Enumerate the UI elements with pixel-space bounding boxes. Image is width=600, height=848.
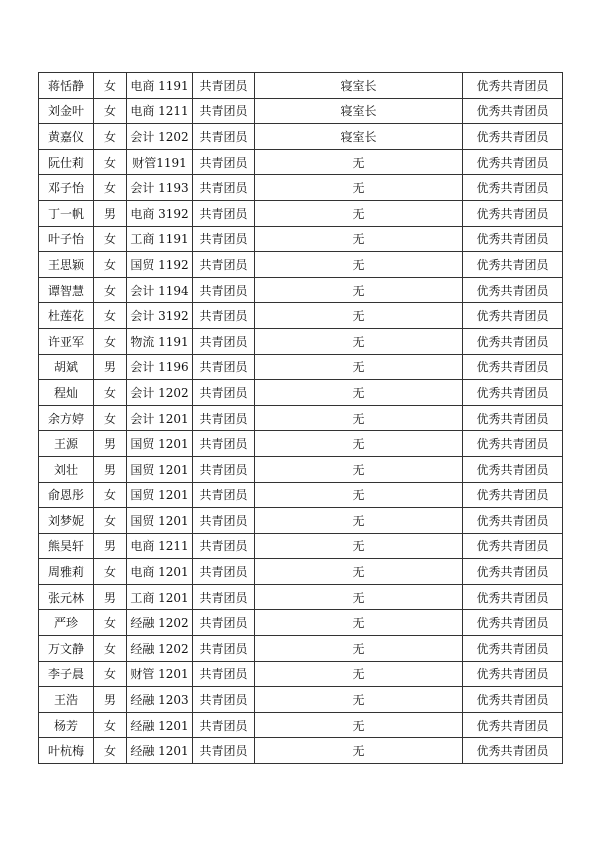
honor-title-cell: 优秀共青团员 (463, 226, 563, 252)
political-status-cell: 共青团员 (193, 200, 255, 226)
class-cell: 国贸 1192 (127, 252, 193, 278)
table-row (39, 456, 563, 482)
honor-title-cell: 优秀共青团员 (463, 584, 563, 610)
position-cell: 无 (255, 200, 463, 226)
class-cell: 国贸 1201 (127, 508, 193, 534)
gender-cell: 女 (94, 559, 127, 585)
honor-title-cell: 优秀共青团员 (463, 533, 563, 559)
table-row (39, 712, 563, 738)
gender-cell: 女 (94, 124, 127, 150)
political-status-cell: 共青团员 (193, 405, 255, 431)
student-name-cell: 俞恩彤 (39, 482, 94, 508)
table-row (39, 175, 563, 201)
table-row (39, 149, 563, 175)
honor-title-cell: 优秀共青团员 (463, 508, 563, 534)
political-status-cell: 共青团员 (193, 687, 255, 713)
gender-cell: 女 (94, 328, 127, 354)
class-cell: 物流 1191 (127, 328, 193, 354)
honor-title-cell: 优秀共青团员 (463, 175, 563, 201)
student-name-cell: 张元林 (39, 584, 94, 610)
table-row (39, 661, 563, 687)
position-cell: 无 (255, 226, 463, 252)
class-cell: 会计 1194 (127, 277, 193, 303)
position-cell: 寝室长 (255, 73, 463, 99)
table-row (39, 73, 563, 99)
student-name-cell: 杨芳 (39, 712, 94, 738)
table-row (39, 636, 563, 662)
gender-cell: 女 (94, 226, 127, 252)
position-cell: 无 (255, 303, 463, 329)
political-status-cell: 共青团员 (193, 98, 255, 124)
political-status-cell: 共青团员 (193, 124, 255, 150)
gender-cell: 男 (94, 431, 127, 457)
table-row (39, 738, 563, 764)
student-name-cell: 谭智慧 (39, 277, 94, 303)
honor-roster-table (38, 72, 563, 764)
table-row (39, 303, 563, 329)
political-status-cell: 共青团员 (193, 559, 255, 585)
honor-title-cell: 优秀共青团员 (463, 124, 563, 150)
gender-cell: 女 (94, 277, 127, 303)
gender-cell: 女 (94, 149, 127, 175)
student-name-cell: 杜莲花 (39, 303, 94, 329)
roster-body (39, 73, 563, 764)
gender-cell: 女 (94, 405, 127, 431)
position-cell: 无 (255, 584, 463, 610)
gender-cell: 女 (94, 738, 127, 764)
political-status-cell: 共青团员 (193, 584, 255, 610)
class-cell: 电商 1211 (127, 533, 193, 559)
class-cell: 财管1191 (127, 149, 193, 175)
position-cell: 无 (255, 712, 463, 738)
position-cell: 无 (255, 328, 463, 354)
class-cell: 经融 1201 (127, 738, 193, 764)
class-cell: 会计 1202 (127, 124, 193, 150)
position-cell: 无 (255, 661, 463, 687)
class-cell: 电商 3192 (127, 200, 193, 226)
position-cell: 无 (255, 610, 463, 636)
political-status-cell: 共青团员 (193, 226, 255, 252)
class-cell: 经融 1203 (127, 687, 193, 713)
position-cell: 寝室长 (255, 124, 463, 150)
class-cell: 经融 1202 (127, 610, 193, 636)
honor-title-cell: 优秀共青团员 (463, 482, 563, 508)
gender-cell: 女 (94, 380, 127, 406)
student-name-cell: 胡斌 (39, 354, 94, 380)
table-row (39, 533, 563, 559)
gender-cell: 女 (94, 252, 127, 278)
student-name-cell: 严珍 (39, 610, 94, 636)
position-cell: 无 (255, 277, 463, 303)
student-name-cell: 刘梦妮 (39, 508, 94, 534)
class-cell: 电商 1201 (127, 559, 193, 585)
student-name-cell: 余方婷 (39, 405, 94, 431)
political-status-cell: 共青团员 (193, 303, 255, 329)
honor-title-cell: 优秀共青团员 (463, 431, 563, 457)
political-status-cell: 共青团员 (193, 354, 255, 380)
table-row (39, 124, 563, 150)
political-status-cell: 共青团员 (193, 661, 255, 687)
political-status-cell: 共青团员 (193, 610, 255, 636)
table-row (39, 252, 563, 278)
position-cell: 无 (255, 405, 463, 431)
table-row (39, 584, 563, 610)
gender-cell: 男 (94, 354, 127, 380)
political-status-cell: 共青团员 (193, 482, 255, 508)
student-name-cell: 邓子怡 (39, 175, 94, 201)
honor-title-cell: 优秀共青团员 (463, 456, 563, 482)
position-cell: 无 (255, 175, 463, 201)
table-row (39, 328, 563, 354)
political-status-cell: 共青团员 (193, 149, 255, 175)
table-row (39, 277, 563, 303)
position-cell: 无 (255, 456, 463, 482)
class-cell: 会计 1193 (127, 175, 193, 201)
student-name-cell: 周雅莉 (39, 559, 94, 585)
class-cell: 财管 1201 (127, 661, 193, 687)
class-cell: 经融 1201 (127, 712, 193, 738)
honor-title-cell: 优秀共青团员 (463, 712, 563, 738)
class-cell: 电商 1191 (127, 73, 193, 99)
student-name-cell: 王源 (39, 431, 94, 457)
student-name-cell: 李子晨 (39, 661, 94, 687)
class-cell: 国贸 1201 (127, 482, 193, 508)
gender-cell: 女 (94, 661, 127, 687)
political-status-cell: 共青团员 (193, 533, 255, 559)
honor-title-cell: 优秀共青团员 (463, 559, 563, 585)
honor-title-cell: 优秀共青团员 (463, 149, 563, 175)
position-cell: 无 (255, 252, 463, 278)
student-name-cell: 王浩 (39, 687, 94, 713)
honor-title-cell: 优秀共青团员 (463, 380, 563, 406)
student-name-cell: 蒋恬静 (39, 73, 94, 99)
class-cell: 经融 1202 (127, 636, 193, 662)
student-name-cell: 黄嘉仪 (39, 124, 94, 150)
political-status-cell: 共青团员 (193, 175, 255, 201)
honor-title-cell: 优秀共青团员 (463, 73, 563, 99)
position-cell: 无 (255, 738, 463, 764)
student-name-cell: 刘金叶 (39, 98, 94, 124)
position-cell: 无 (255, 533, 463, 559)
student-name-cell: 叶子怡 (39, 226, 94, 252)
class-cell: 会计 1201 (127, 405, 193, 431)
table-row (39, 559, 563, 585)
position-cell: 无 (255, 354, 463, 380)
gender-cell: 女 (94, 303, 127, 329)
class-cell: 工商 1201 (127, 584, 193, 610)
gender-cell: 女 (94, 712, 127, 738)
gender-cell: 男 (94, 533, 127, 559)
student-name-cell: 叶杭梅 (39, 738, 94, 764)
class-cell: 电商 1211 (127, 98, 193, 124)
honor-title-cell: 优秀共青团员 (463, 277, 563, 303)
gender-cell: 女 (94, 98, 127, 124)
class-cell: 国贸 1201 (127, 431, 193, 457)
table-row (39, 200, 563, 226)
honor-title-cell: 优秀共青团员 (463, 303, 563, 329)
political-status-cell: 共青团员 (193, 328, 255, 354)
honor-title-cell: 优秀共青团员 (463, 636, 563, 662)
honor-title-cell: 优秀共青团员 (463, 738, 563, 764)
position-cell: 无 (255, 687, 463, 713)
student-name-cell: 王思颖 (39, 252, 94, 278)
political-status-cell: 共青团员 (193, 277, 255, 303)
student-name-cell: 许亚军 (39, 328, 94, 354)
table-row (39, 226, 563, 252)
gender-cell: 男 (94, 584, 127, 610)
honor-title-cell: 优秀共青团员 (463, 661, 563, 687)
gender-cell: 女 (94, 610, 127, 636)
political-status-cell: 共青团员 (193, 738, 255, 764)
gender-cell: 女 (94, 73, 127, 99)
gender-cell: 男 (94, 200, 127, 226)
gender-cell: 女 (94, 482, 127, 508)
position-cell: 无 (255, 149, 463, 175)
class-cell: 会计 1196 (127, 354, 193, 380)
table-row (39, 405, 563, 431)
class-cell: 会计 1202 (127, 380, 193, 406)
political-status-cell: 共青团员 (193, 380, 255, 406)
gender-cell: 女 (94, 508, 127, 534)
political-status-cell: 共青团员 (193, 712, 255, 738)
position-cell: 无 (255, 559, 463, 585)
table-row (39, 98, 563, 124)
position-cell: 无 (255, 482, 463, 508)
student-name-cell: 阮仕莉 (39, 149, 94, 175)
political-status-cell: 共青团员 (193, 252, 255, 278)
honor-title-cell: 优秀共青团员 (463, 252, 563, 278)
honor-title-cell: 优秀共青团员 (463, 98, 563, 124)
position-cell: 无 (255, 508, 463, 534)
gender-cell: 男 (94, 456, 127, 482)
political-status-cell: 共青团员 (193, 431, 255, 457)
table-row (39, 508, 563, 534)
class-cell: 国贸 1201 (127, 456, 193, 482)
gender-cell: 女 (94, 636, 127, 662)
position-cell: 寝室长 (255, 98, 463, 124)
position-cell: 无 (255, 636, 463, 662)
honor-title-cell: 优秀共青团员 (463, 687, 563, 713)
table-row (39, 431, 563, 457)
political-status-cell: 共青团员 (193, 508, 255, 534)
class-cell: 会计 3192 (127, 303, 193, 329)
position-cell: 无 (255, 380, 463, 406)
table-row (39, 687, 563, 713)
honor-title-cell: 优秀共青团员 (463, 354, 563, 380)
honor-title-cell: 优秀共青团员 (463, 405, 563, 431)
table-row (39, 610, 563, 636)
table-row (39, 482, 563, 508)
political-status-cell: 共青团员 (193, 73, 255, 99)
student-name-cell: 程灿 (39, 380, 94, 406)
political-status-cell: 共青团员 (193, 636, 255, 662)
gender-cell: 女 (94, 175, 127, 201)
honor-title-cell: 优秀共青团员 (463, 200, 563, 226)
class-cell: 工商 1191 (127, 226, 193, 252)
gender-cell: 男 (94, 687, 127, 713)
student-name-cell: 刘壮 (39, 456, 94, 482)
table-row (39, 354, 563, 380)
table-row (39, 380, 563, 406)
student-name-cell: 熊昊轩 (39, 533, 94, 559)
honor-title-cell: 优秀共青团员 (463, 328, 563, 354)
honor-title-cell: 优秀共青团员 (463, 610, 563, 636)
student-name-cell: 丁一帆 (39, 200, 94, 226)
student-name-cell: 万文静 (39, 636, 94, 662)
position-cell: 无 (255, 431, 463, 457)
political-status-cell: 共青团员 (193, 456, 255, 482)
